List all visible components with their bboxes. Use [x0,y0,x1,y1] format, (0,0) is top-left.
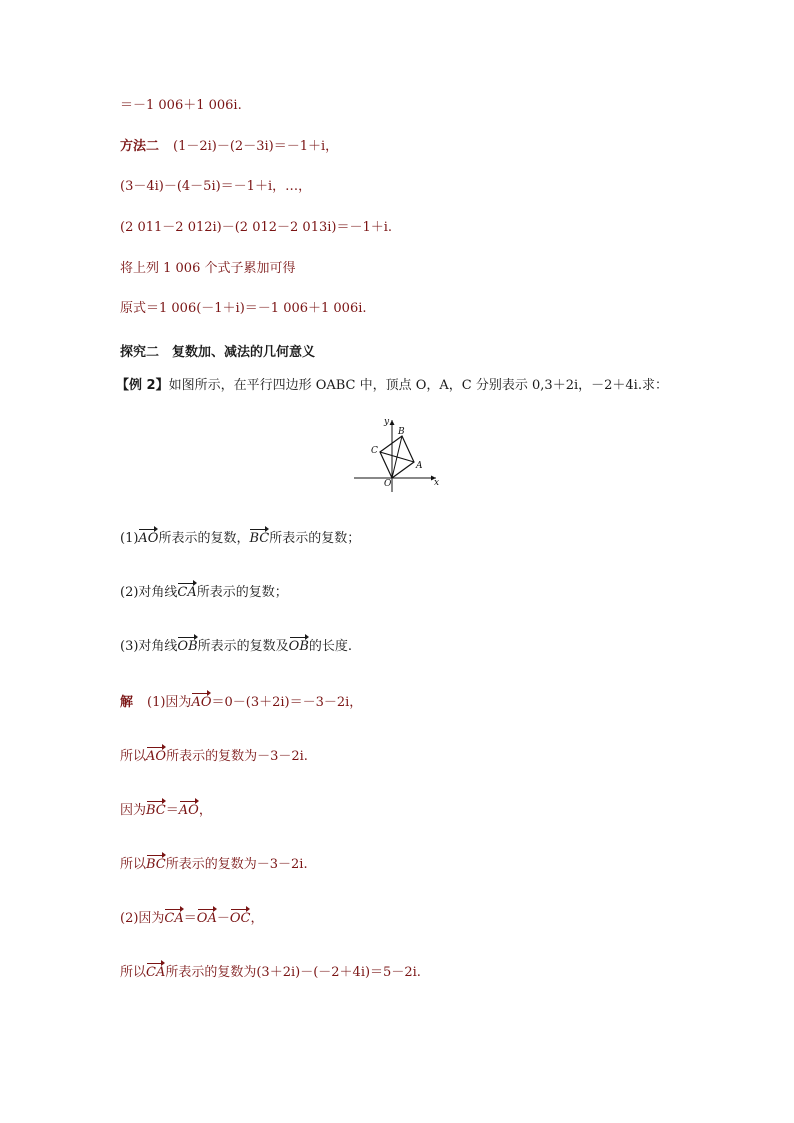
method2-line3: (2 011－2 012i)－(2 012－2 013i)＝－1＋i. [120,220,393,235]
solution-step-6 [120,962,421,981]
vector-ao: AO [146,746,166,765]
vector-ca: CA [146,962,165,981]
s3-eq: ＝ [165,803,179,818]
q3-mid: 所表示的复数及 [197,639,289,654]
method2-label: 方法二 [120,139,160,154]
s3-end: ， [198,803,212,818]
s2-end: 所表示的复数为－3－2i. [166,749,308,764]
x-axis-label: x [434,478,440,488]
vector-oa: OA [197,908,217,927]
solution-label: 解 [120,695,134,710]
vector-ob-2: OB [289,636,309,655]
q1-end: 所表示的复数； [269,531,361,546]
point-c-label: C [371,446,378,456]
vector-bc: BC [146,854,166,873]
method2-summary: 将上列 1 006 个式子累加可得 [120,261,296,276]
point-o-label: O [384,479,392,489]
s6-end: 所表示的复数为(3＋2i)－(－2＋4i)＝5－2i. [165,965,421,980]
q3-end: 的长度. [308,639,353,654]
q2-end: 所表示的复数； [196,585,288,600]
example-text: 如图所示，在平行四边形 OABC 中，顶点 O，A，C 分别表示 0,3＋2i，－2＋4i.求： [168,378,668,393]
vector-ca: CA [164,908,183,927]
s1-end: ＝0－(3＋2i)＝－3－2i， [211,695,363,710]
question-2 [120,582,288,601]
vector-bc: BC [146,800,166,819]
question-1 [120,528,360,547]
question-3 [120,636,352,655]
q2-prefix: (2)对角线 [120,585,178,600]
method2-line1 [120,139,338,155]
method1-result: ＝－1 006＋1 006i. [120,98,242,113]
vector-ao: AO [191,692,211,711]
section-title: 探究二 复数加、减法的几何意义 [120,345,316,360]
q3-prefix: (3)对角线 [120,639,178,654]
q1-mid: 所表示的复数， [158,531,250,546]
vector-ao: AO [138,528,158,547]
vector-bc: BC [249,528,269,547]
s5-eq: ＝ [183,911,197,926]
y-axis-label: y [384,417,390,427]
q1-prefix: (1) [120,531,139,546]
solution-step-3 [120,800,212,819]
y-axis-arrow [390,420,395,425]
point-b-label: B [398,427,405,437]
s1-prefix: (1)因为 [147,695,192,710]
s4-prefix: 所以 [120,857,147,872]
s5-prefix: (2)因为 [120,911,165,926]
method2-eq1: (1－2i)－(2－3i)＝－1＋i， [173,139,339,154]
diagonal-ca [380,452,414,462]
example-statement [116,378,668,394]
s4-end: 所表示的复数为－3－2i. [165,857,308,872]
method2-line2: (3－4i)－(4－5i)＝－1＋i，…， [120,179,312,194]
s2-prefix: 所以 [120,749,147,764]
s5-minus: － [216,911,230,926]
example-tag: 【例 2】 [116,378,169,393]
point-a-label: A [416,461,423,471]
solution-step-4 [120,854,308,873]
solution-step-2 [120,746,308,765]
s5-end: ， [250,911,264,926]
vector-oc: OC [230,908,251,927]
solution-step-5 [120,908,263,927]
s6-prefix: 所以 [120,965,147,980]
solution-step-1 [120,692,362,711]
parallelogram-figure [352,412,444,494]
method2-result: 原式＝1 006(－1＋i)＝－1 006＋1 006i. [120,301,367,316]
vector-ob: OB [177,636,197,655]
vector-ao: AO [179,800,199,819]
vector-ca: CA [177,582,196,601]
s3-prefix: 因为 [120,803,147,818]
